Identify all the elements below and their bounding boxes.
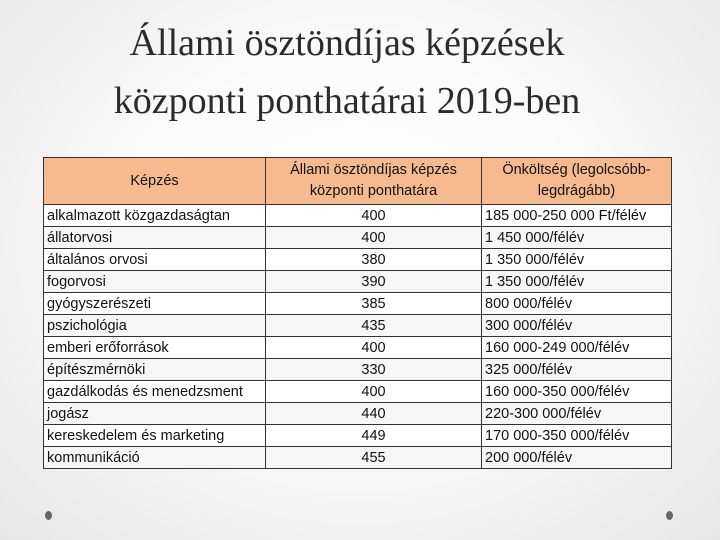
min-score-cell: 385	[266, 293, 482, 315]
table-row	[44, 315, 672, 337]
min-score-cell: 400	[266, 337, 482, 359]
tuition-cell: 170 000-350 000/félév	[482, 425, 672, 447]
min-score-cell: 400	[266, 381, 482, 403]
program-name-cell: általános orvosi	[44, 249, 266, 271]
tuition-cell: 160 000-249 000/félév	[482, 337, 672, 359]
min-score-cell: 400	[266, 205, 482, 227]
header-ponthatar: Állami ösztöndíjas képzés központi ponthatára	[266, 158, 482, 205]
footer-dot-left	[45, 511, 52, 520]
tuition-cell: 1 350 000/félév	[482, 249, 672, 271]
min-score-cell: 455	[266, 447, 482, 469]
table-row	[44, 271, 672, 293]
table-row	[44, 359, 672, 381]
admission-table	[43, 157, 672, 469]
min-score-cell: 400	[266, 227, 482, 249]
tuition-cell: 1 450 000/félév	[482, 227, 672, 249]
table-row	[44, 381, 672, 403]
program-name-cell: gazdálkodás és menedzsment	[44, 381, 266, 403]
table-row	[44, 403, 672, 425]
min-score-cell: 449	[266, 425, 482, 447]
table-row	[44, 205, 672, 227]
program-name-cell: alkalmazott közgazdaságtan	[44, 205, 266, 227]
program-name-cell: emberi erőforrások	[44, 337, 266, 359]
program-name-cell: építészmérnöki	[44, 359, 266, 381]
header-onkoltseg: Önköltség (legolcsóbb- legdrágább)	[482, 158, 672, 205]
tuition-cell: 1 350 000/félév	[482, 271, 672, 293]
tuition-cell: 185 000-250 000 Ft/félév	[482, 205, 672, 227]
min-score-cell: 435	[266, 315, 482, 337]
tuition-cell: 325 000/félév	[482, 359, 672, 381]
program-name-cell: gyógyszerészeti	[44, 293, 266, 315]
program-name-cell: kommunikáció	[44, 447, 266, 469]
table-row	[44, 337, 672, 359]
footer-dot-right	[666, 511, 673, 520]
table-row	[44, 425, 672, 447]
program-name-cell: jogász	[44, 403, 266, 425]
min-score-cell: 330	[266, 359, 482, 381]
tuition-cell: 220-300 000/félév	[482, 403, 672, 425]
table-row	[44, 227, 672, 249]
tuition-cell: 200 000/félév	[482, 447, 672, 469]
table-row	[44, 447, 672, 469]
min-score-cell: 440	[266, 403, 482, 425]
tuition-cell: 800 000/félév	[482, 293, 672, 315]
slide-title	[0, 14, 694, 130]
program-name-cell: állatorvosi	[44, 227, 266, 249]
header-kepzes: Képzés	[44, 158, 266, 205]
program-name-cell: kereskedelem és marketing	[44, 425, 266, 447]
table-row	[44, 293, 672, 315]
title-line-2: központi ponthatárai 2019-ben	[113, 80, 581, 122]
min-score-cell: 380	[266, 249, 482, 271]
min-score-cell: 390	[266, 271, 482, 293]
program-name-cell: pszichológia	[44, 315, 266, 337]
table-header-row	[44, 158, 672, 205]
table-row	[44, 249, 672, 271]
tuition-cell: 160 000-350 000/félév	[482, 381, 672, 403]
title-line-1: Állami ösztöndíjas képzések	[129, 22, 565, 64]
tuition-cell: 300 000/félév	[482, 315, 672, 337]
program-name-cell: fogorvosi	[44, 271, 266, 293]
